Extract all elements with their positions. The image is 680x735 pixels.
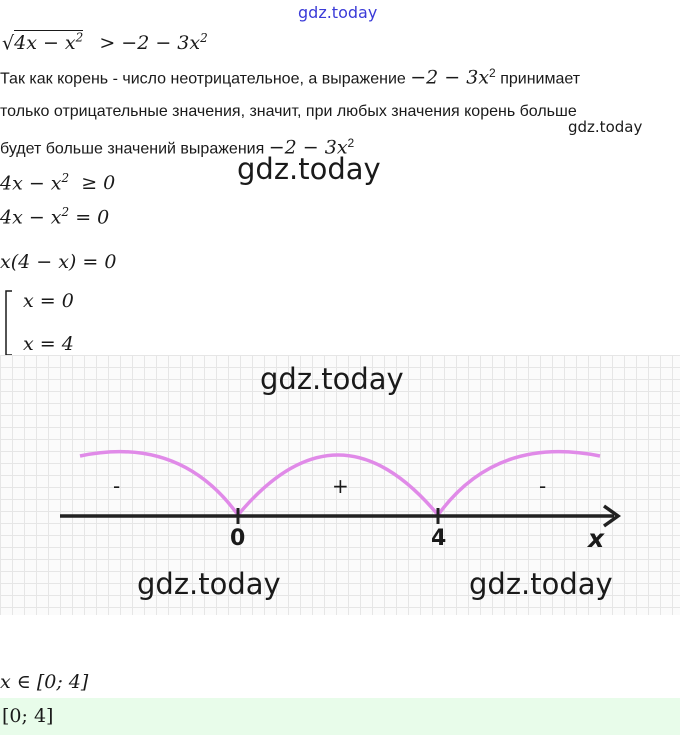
case-2: x = 4 xyxy=(23,333,74,355)
step-2-rhs: = 0 xyxy=(75,206,110,229)
explanation-text: Так как корень - число неотрицательное, а выражение xyxy=(0,70,406,88)
step-1 xyxy=(0,171,115,194)
sqrt-sign: √ xyxy=(2,32,15,55)
watermark-graph-right: gdz.today xyxy=(469,567,613,601)
watermark-mid: gdz.today xyxy=(237,152,381,186)
explanation-line-1 xyxy=(0,66,580,88)
answer: [0; 4] xyxy=(2,705,54,727)
exponent: 2 xyxy=(200,31,208,45)
interval-arc-left xyxy=(80,452,238,515)
step-1-lhs: 4x − x xyxy=(0,172,62,195)
expression: −2 − 3x xyxy=(268,136,348,159)
radicand-text: 4x − x xyxy=(14,32,76,55)
watermark-top: gdz.today xyxy=(298,3,378,22)
explanation-line-2: только отрицательные значения, значит, при любых значения корень больше xyxy=(0,103,577,120)
point-label-4: 4 xyxy=(431,526,447,551)
answer-box xyxy=(0,698,680,735)
watermark-small: gdz.today xyxy=(568,118,643,136)
expression: −2 − 3x xyxy=(410,66,490,89)
step-2 xyxy=(0,205,109,228)
point-label-0: 0 xyxy=(230,526,246,551)
step-2-lhs: 4x − x xyxy=(0,206,62,229)
exponent: 2 xyxy=(61,171,70,185)
inequality xyxy=(2,31,208,54)
exponent: 2 xyxy=(61,205,70,219)
watermark-graph-left: gdz.today xyxy=(137,567,281,601)
step-3: x(4 − x) = 0 xyxy=(0,251,117,273)
sign-middle: + xyxy=(332,474,349,498)
explanation-text: будет больше значений выражения xyxy=(0,140,265,158)
case-1: x = 0 xyxy=(23,290,74,312)
exponent: 2 xyxy=(75,31,84,45)
watermark-graph-top: gdz.today xyxy=(260,362,404,396)
step-1-rhs: ≥ 0 xyxy=(81,172,116,195)
solution: x ∈ [0; 4] xyxy=(0,671,89,693)
inequality-rhs: > −2 − 3x xyxy=(99,32,201,55)
exponent: 2 xyxy=(347,136,355,150)
case-bracket xyxy=(4,290,14,356)
sign-right: - xyxy=(539,474,547,498)
exponent: 2 xyxy=(489,66,496,80)
axis-label-x: x xyxy=(588,524,605,553)
sign-left: - xyxy=(113,474,121,498)
interval-arc-right xyxy=(438,452,600,515)
radicand xyxy=(14,30,83,54)
explanation-text: принимает xyxy=(500,70,581,88)
